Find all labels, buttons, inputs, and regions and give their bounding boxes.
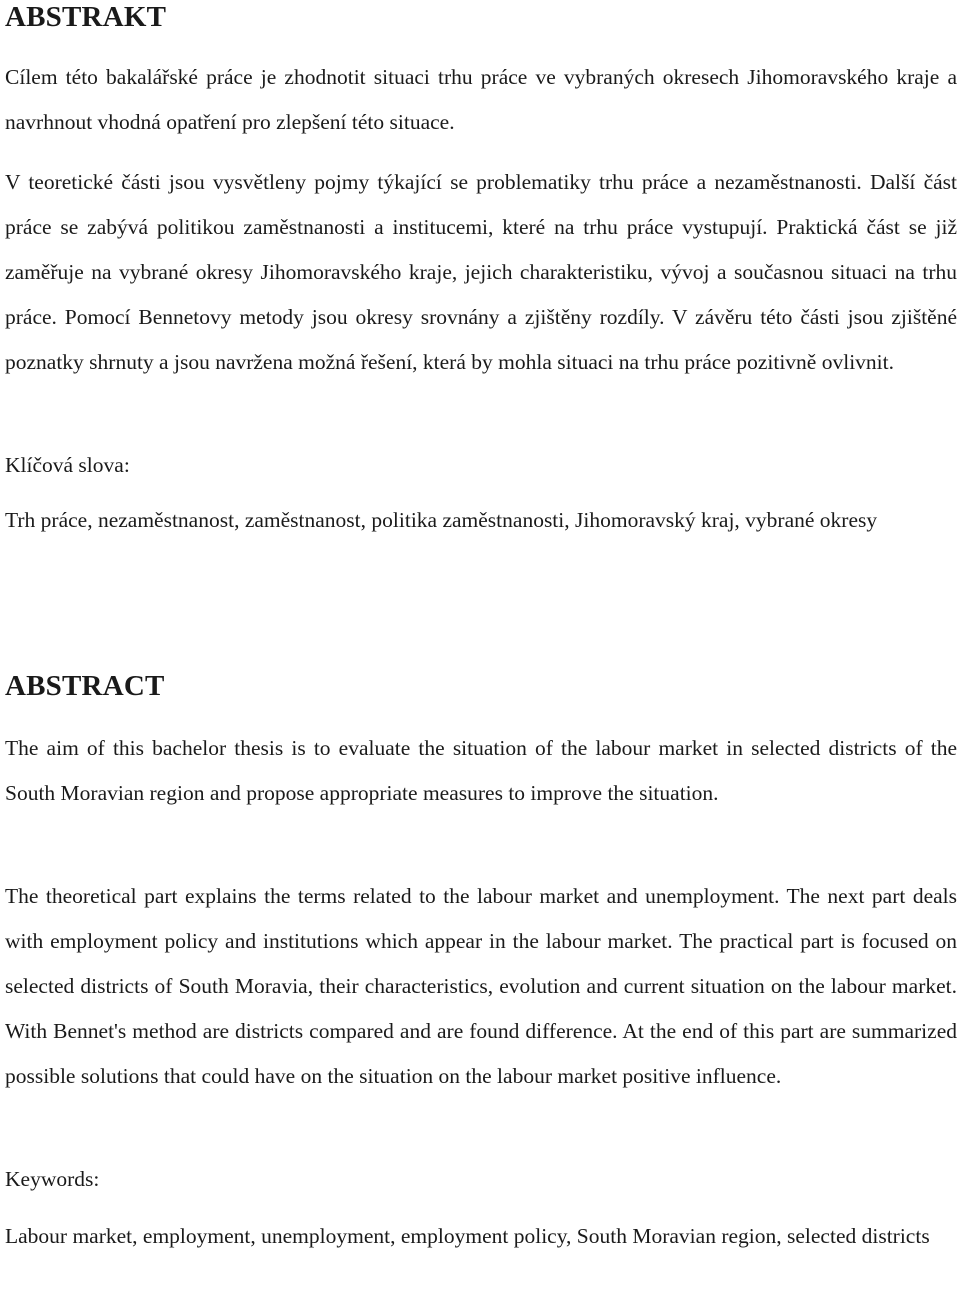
czech-keywords-label: Klíčová slova: (5, 453, 130, 477)
czech-keywords: Trh práce, nezaměstnanost, zaměstnanost, politika zaměstnanosti, Jihomoravský kraj, vybrané okresy (5, 508, 878, 532)
czech-abstract-paragraph-1: Cílem této bakalářské práce je zhodnotit situaci trhu práce ve vybraných okresech Jihomoravského kraje a navrhnout vhodná opatření pro zlepšení této situace. (5, 65, 957, 134)
czech-abstract-heading: ABSTRAKT (5, 1, 167, 33)
english-keywords-label: Keywords: (5, 1167, 100, 1191)
english-abstract-heading: ABSTRACT (5, 670, 165, 702)
english-abstract-paragraph-2: The theoretical part explains the terms related to the labour market and unemployment. The next part deals with employment policy and institutions which appear in the labour market. The practical part is focused on selected districts of South Moravia, their characteristics, evolution and current situation on the labour market. With Bennet's method are districts compared and are found difference. At the end of this part are summarized possible solutions that could have on the situation on the labour market positive influence. (5, 884, 957, 1088)
english-abstract-paragraph-1: The aim of this bachelor thesis is to evaluate the situation of the labour market in selected districts of the South Moravian region and propose appropriate measures to improve the situation. (5, 736, 957, 805)
english-keywords: Labour market, employment, unemployment, employment policy, South Moravian region, selected districts (5, 1224, 930, 1248)
czech-abstract-paragraph-2: V teoretické části jsou vysvětleny pojmy týkající se problematiky trhu práce a nezaměstnanosti. Další část práce se zabývá politikou zaměstnanosti a institucemi, které na trhu práce vystupují. Praktická část se již zaměřuje na vybrané okresy Jihomoravského kraje, jejich charakteristiku, vývoj a současnou situaci na trhu práce. Pomocí Bennetovy metody jsou okresy srovnány a zjištěny rozdíly. V závěru této části jsou zjištěné poznatky shrnuty a jsou navržena možná řešení, která by mohla situaci na trhu práce pozitivně ovlivnit. (5, 170, 957, 374)
